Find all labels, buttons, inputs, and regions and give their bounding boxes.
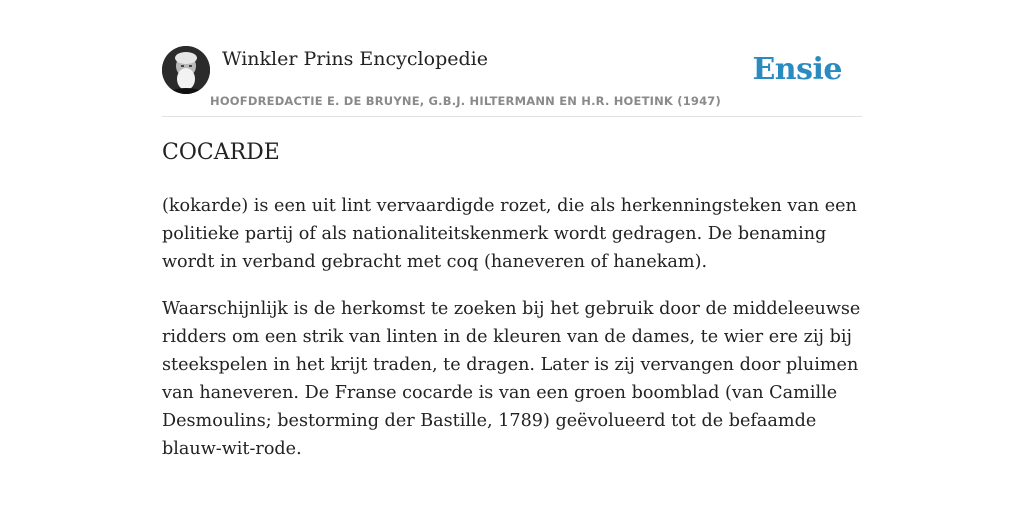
author-portrait — [162, 46, 210, 94]
portrait-image — [162, 46, 210, 94]
article-paragraph: Waarschijnlijk is de herkomst te zoeken bij het gebruik door de middeleeuwse ridders om een strik van linten in de kleuren van de dames, te wier ere zij bij steekspelen in het krijt traden, te dragen. Later is zij vervangen door pluimen van haneveren. De Franse cocarde is van een groen boomblad (van Camille Desmoulins; bestorming der Bastille, 1789) geëvolueerd tot de befaamde blauw-wit-rode. — [162, 299, 861, 459]
brand-logo[interactable]: Ensie — [752, 52, 842, 87]
editors-line: HOOFDREDACTIE E. DE BRUYNE, G.B.J. HILTERMANN EN H.R. HOETINK (1947) — [210, 94, 721, 108]
source-header — [162, 46, 862, 117]
article-body — [162, 192, 862, 482]
article-title: COCARDE — [162, 140, 280, 165]
source-title[interactable]: Winkler Prins Encyclopedie — [222, 48, 488, 70]
article-paragraph: (kokarde) is een uit lint vervaardigde rozet, die als herkenningsteken van een politieke partij of als nationaliteitskenmerk wordt gedragen. De benaming wordt in verband gebracht met coq (haneveren of hanekam). — [162, 196, 857, 272]
